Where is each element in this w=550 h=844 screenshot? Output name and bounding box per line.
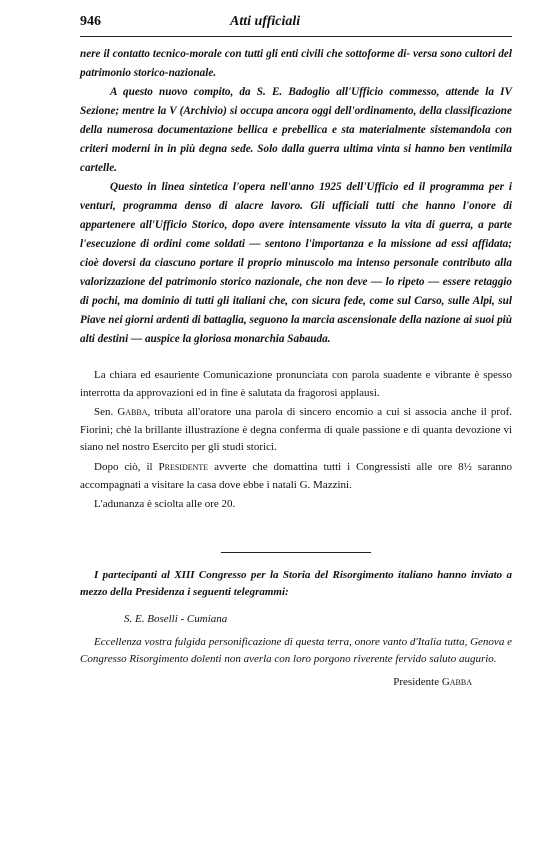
page-header <box>80 14 512 37</box>
speaker-name: Gabba <box>117 406 148 419</box>
body-paragraph <box>80 459 512 494</box>
quote-paragraph: A questo nuovo compito, da S. E. Badoglio all'Ufficio commesso, attende la IV Sezione; mentre la V (Archivio) si occupa ancora oggi dell'ordinamento, della classificazione della numerosa documentazione bellica e prebellica e sta materialmente sistemandola con criteri moderni in in più degna sede. Solo dalla guerra ultima vinta si hanno ben ventimila cartelle. <box>80 86 512 174</box>
telegram-intro: I partecipanti al XIII Congresso per la Storia del Risorgimento italiano hanno inviato a mezzo della Presidenza i seguenti telegrammi: <box>80 568 512 598</box>
body-paragraph: La chiara ed esauriente Comunicazione pronunciata con parola suadente e vibrante è spesso interrotta da approvazioni ed in fine è salutata da fragorosi applausi. <box>80 369 512 399</box>
section-divider <box>221 552 371 553</box>
telegram-signature <box>80 674 512 691</box>
telegram-address: S. E. Boselli - Cumiana <box>124 612 228 625</box>
telegram-message: Eccellenza vostra fulgida personificazione di questa terra, onore vanto d'Italia tutta, Genova e Congresso Risorgimento dolenti non averla con loro porgono riverente fervido saluto augurio. <box>80 635 512 665</box>
body-paragraph <box>80 404 512 457</box>
signature-title: Presidente <box>393 675 440 688</box>
quote-paragraph: nere il contatto tecnico-morale con tutti gli enti civili che sottoforme di- versa sono cultori del patrimonio storico-nazionale. <box>80 48 512 79</box>
proceedings-text <box>80 367 512 514</box>
speaker-name: Presidente <box>158 460 209 473</box>
document-page <box>80 14 512 691</box>
running-title: Atti ufficiali <box>230 14 301 29</box>
text-run: , tributa all'oratore una parola di sincero encomio a cui si associa anche il prof. Fiorini; chè la brillante illustrazione è degna conferma di quale passione e di quanta devozione vi siano nel nostro Esercito per gli studi storici. <box>80 406 512 454</box>
quoted-communication <box>80 45 512 349</box>
quote-paragraph: Questo in linea sintetica l'opera nell'anno 1925 dell'Ufficio ed il programma per i venturi, programma denso di alacre lavoro. Gli ufficiali tutti che hanno l'onore di appartenere all'Ufficio Storico, dopo avere intensamente vissuto la vita di guerra, a parte l'esecuzione di ordini come soldati — sentono l'importanza e la missione ad essi affidata; cioè doversi da ciascuno portare il proprio minuscolo ma intenso personale contributo alla valorizzazione del patrimonio storico nazionale, che non deve — lo ripeto — essere retaggio di pochi, ma dominio di tutti gli italiani che, con sicura fede, come sul Carso, sulle Alpi, sul Piave nei giorni ardenti di battaglia, seguono la marcia ascensionale della nazione ai suoi più alti destini — auspice la gloriosa monarchia Sabauda. <box>80 181 512 345</box>
text-run: avverte che domattina tutti i Congressisti alle ore 8½ saranno accompagnati a visitare la casa dove ebbe i natali G. Mazzini. <box>80 460 513 491</box>
text-run: Sen. <box>94 406 114 419</box>
page-number: 946 <box>80 14 101 29</box>
signature-name: Gabba <box>441 675 472 688</box>
body-paragraph: L'adunanza è sciolta alle ore 20. <box>94 498 236 511</box>
text-run: Dopo ciò, il <box>94 460 153 473</box>
telegram-section <box>80 567 512 691</box>
